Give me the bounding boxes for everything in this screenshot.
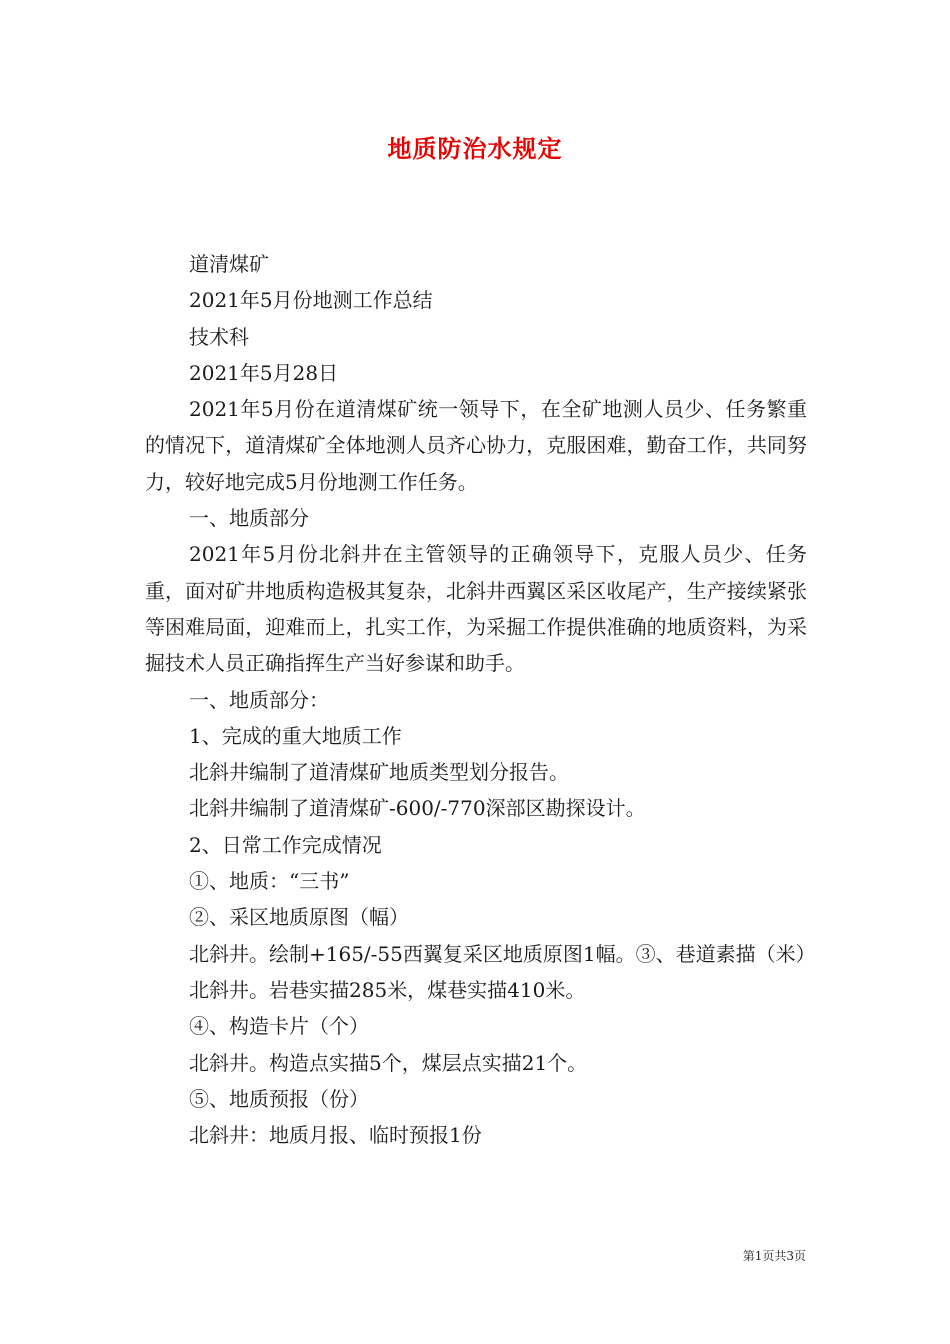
list-item: ④、构造卡片（个） [189,1014,369,1039]
list-item: 北斜井。构造点实描5个，煤层点实描21个。 [189,1050,588,1075]
document-body [145,246,816,1153]
paragraph-department: 技术科 [189,324,249,349]
list-item: 北斜井编制了道清煤矿地质类型划分报告。 [189,760,569,785]
page-title: 地质防治水规定 [387,134,563,163]
paragraph-date: 2021年5月28日 [189,360,339,385]
paragraph-geology-summary: 2021年5月份北斜井在主管领导的正确领导下，克服人员少、任务重，面对矿井地质构造极其复杂，北斜井西翼区采区收尾产，生产接续紧张等困难局面，迎难而上，扎实工作，为采掘工作提供准确的地质资料，为采掘技术人员正确指挥生产当好参谋和助手。 [145,542,807,676]
list-item: 北斜井编制了道清煤矿-600/-770深部区勘探设计。 [189,796,646,821]
paragraph-intro: 2021年5月份在道清煤矿统一领导下，在全矿地测人员少、任务繁重的情况下，道清煤矿全体地测人员齐心协力，克服困难，勤奋工作，共同努力，较好地完成5月份地测工作任务。 [145,397,807,494]
list-item: ①、地质：“三书” [189,869,350,894]
paragraph-company: 道清煤矿 [189,252,269,276]
list-item: ⑤、地质预报（份） [189,1086,369,1111]
list-item: ②、采区地质原图（幅） [189,905,409,930]
heading-daily-work: 2、日常工作完成情况 [189,832,382,857]
list-item: 北斜井。岩巷实描285米，煤巷实描410米。 [189,977,586,1002]
heading-geology-2: 一、地质部分： [189,687,329,712]
heading-geology: 一、地质部分 [189,506,309,531]
list-item: 北斜井：地质月报、临时预报1份 [189,1123,482,1148]
paragraph-report-title: 2021年5月份地测工作总结 [189,288,433,313]
page-number: 第1页共3页 [742,1249,806,1263]
heading-major-work: 1、完成的重大地质工作 [189,723,402,748]
list-item: 北斜井。绘制+165/-55西翼复采区地质原图1幅。③、巷道素描（米） [189,941,816,966]
